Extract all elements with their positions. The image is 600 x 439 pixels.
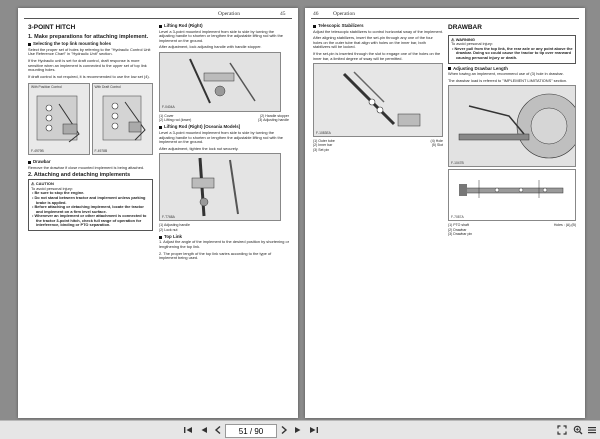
zoom-in-icon [573, 425, 583, 435]
next-page-button[interactable] [292, 424, 304, 436]
figure-drawbar-length: F-7087A [448, 169, 576, 221]
chevron-right-icon [279, 425, 289, 435]
figure-top-link-holes [28, 81, 153, 157]
square-bullet-icon [28, 43, 31, 46]
hitch-diagram-icon [93, 84, 154, 154]
figure-stabilizers: F-1083EA [313, 63, 443, 137]
last-page-button[interactable] [308, 424, 320, 436]
previous-page-icon [199, 425, 209, 435]
subheading-top-link-holes: Selecting the top link mounting holes [28, 42, 153, 47]
section-title: 3-POINT HITCH [28, 24, 76, 31]
step-1: 1. Make preparations for attaching implement. [28, 33, 149, 40]
paragraph: Level a 3-point mounted implement from side to side by turning the adjusting handle to shorten or lengthen the adjustable lifting rod with the implement on the ground. [159, 129, 283, 145]
warning-box [448, 35, 576, 64]
figure-lifting-rod-oceania: F-T768A [159, 153, 281, 221]
subheading-adjusting-drawbar: Adjusting Drawbar Length [448, 67, 576, 72]
fullscreen-icon [557, 425, 567, 435]
menu-button[interactable] [586, 424, 598, 436]
header-rule [311, 18, 579, 19]
left-column-1 [28, 24, 153, 233]
subheading-lifting-rod: Lifting Rod (Right) [159, 24, 289, 29]
square-bullet-icon [313, 25, 316, 28]
page-number: 45 [280, 11, 286, 17]
first-page-icon [183, 425, 193, 435]
figure-draft-control: With Draft Control F-4978B [92, 83, 154, 155]
caution-item: • Be sure to stop the engine. [32, 190, 85, 196]
next-page-icon [293, 425, 303, 435]
figure-caption: (1) Cover (2) Handle stopper (2) Lifting rod (lower) (3) Adjusting handle [159, 113, 289, 123]
fullscreen-button[interactable] [556, 424, 568, 436]
paragraph: If the set-pin is inserted through the slot to engage one of the holes on the inner bar, a limited degree of sway will be permitted. [313, 50, 441, 61]
left-column-2 [159, 24, 289, 263]
subheading-top-link: Top Link [159, 235, 289, 240]
paragraph: If draft control is not required, it is recommended to use the low set (4). [28, 73, 150, 79]
tractor-rear-icon [449, 86, 575, 166]
paragraph: Select the proper set of holes by referring to the "Hydraulic Control Unit Use Reference Chart" in "Hydraulic Unit" section. [28, 46, 151, 57]
last-page-icon [309, 425, 319, 435]
paragraph: The drawbar load is referred to "IMPLEMENT LIMITATIONS" section. [448, 77, 568, 83]
subheading-drawbar: Drawbar [28, 160, 153, 165]
figure-caption: (1) Adjusting handle (2) Lock nut [159, 223, 190, 232]
caution-heading: ⚠ CAUTION [31, 181, 54, 187]
square-bullet-icon [448, 67, 451, 70]
figure-drawbar-tractor: F-1047B [448, 85, 576, 167]
running-header-section: Operation [218, 11, 240, 17]
paragraph: After adjustment, tighten the lock nut securely. [159, 145, 239, 151]
warning-item: • Never pull from the top link, the rear axle or any point above the drawbar. Doing so could cause the tractor to tip over rearward causing personal injury or death. [452, 45, 573, 60]
next-button[interactable] [278, 424, 290, 436]
paragraph: If the Hydraulic unit is set for draft control, draft response is more sensitive when an implement is connected to the upper set of top link mounting holes. [28, 57, 147, 73]
running-header-section: Operation [333, 11, 355, 17]
paragraph: After aligning stabilizers, insert the set-pin through any one of the four holes on the outer tube that align with holes on the inner bar, both stabilizers will be locked. [313, 35, 433, 50]
menu-icon [587, 425, 597, 435]
right-page [305, 8, 585, 418]
figure-caption: (1) PTO shaft Holes : (A),(B) (2) Drawbar (3) Drawbar pin [448, 223, 576, 236]
paragraph: Remove the drawbar if close mounted implement is being attached. [28, 164, 145, 170]
figure-caption: (1) Outer tube (4) Hole (2) Inner bar (5) Slot (3) Set pin [313, 139, 443, 152]
list-item: 2. The proper length of the top link varies according to the type of implement being used. [159, 250, 272, 261]
pdf-toolbar [0, 420, 600, 439]
caution-box [28, 179, 153, 231]
caution-item: • Before attaching or detaching implement, locate the tractor and implement on a firm level surface. [32, 204, 144, 214]
figure-position-control: With Position Control F-4979B [28, 83, 90, 155]
chevron-left-icon [213, 425, 223, 435]
stabilizer-diagram-icon [314, 64, 442, 136]
square-bullet-icon [159, 126, 162, 129]
caution-intro: To avoid personal injury: [31, 185, 73, 191]
hitch-diagram-icon [29, 84, 90, 154]
previous-button[interactable] [212, 424, 224, 436]
lifting-rod-diagram-icon [160, 154, 280, 220]
drawbar-diagram-icon [449, 170, 575, 220]
caution-item: • Do not stand between tractor and implement unless parking brake is applied. [32, 194, 146, 205]
header-rule [24, 18, 292, 19]
right-column-1 [313, 24, 443, 154]
right-column-2 [448, 24, 576, 238]
list-item: 1. Adjust the angle of the implement to the desired position by shortening or lengthening the top link. [159, 239, 289, 249]
warning-heading: ⚠ WARNING [451, 36, 476, 42]
page-number-field[interactable]: 51 / 90 [225, 424, 277, 438]
step-2: 2. Attaching and detaching implements [28, 171, 131, 178]
left-page [18, 8, 298, 418]
paragraph: After adjustment, lock adjusting handle with handle stopper. [159, 44, 262, 50]
previous-page-button[interactable] [198, 424, 210, 436]
square-bullet-icon [28, 161, 31, 164]
figure-lifting-rod: F-0404A [159, 52, 281, 112]
caution-item: • Whenever an implement or other attachment is connected to the tractor 3-point hitch, check full range of operation for interference, binding or PTO separation. [32, 213, 147, 228]
page-number: 46 [313, 11, 319, 17]
lifting-rod-diagram-icon [160, 53, 280, 111]
paragraph: Level a 3-point mounted implement from side to side by turning the adjusting handle to shorten or lengthen the adjustable lifting rod with the implement on the ground. [159, 28, 283, 43]
paragraph: When towing an implement, recommend use of (3) hole in drawbar. [448, 71, 564, 77]
square-bullet-icon [159, 25, 162, 28]
paragraph: Adjust the telescopic stabilizers to control horizontal sway of the implement. [313, 28, 443, 34]
first-page-button[interactable] [182, 424, 194, 436]
square-bullet-icon [159, 236, 162, 239]
subheading-telescopic-stabilizers: Telescopic Stabilizers [313, 24, 443, 29]
zoom-in-button[interactable] [572, 424, 584, 436]
section-title: DRAWBAR [448, 24, 482, 31]
warning-intro: To avoid personal injury: [451, 41, 493, 47]
subheading-lifting-rod-oceania: Lifting Rod (Right) [Oceania Models] [159, 125, 289, 130]
